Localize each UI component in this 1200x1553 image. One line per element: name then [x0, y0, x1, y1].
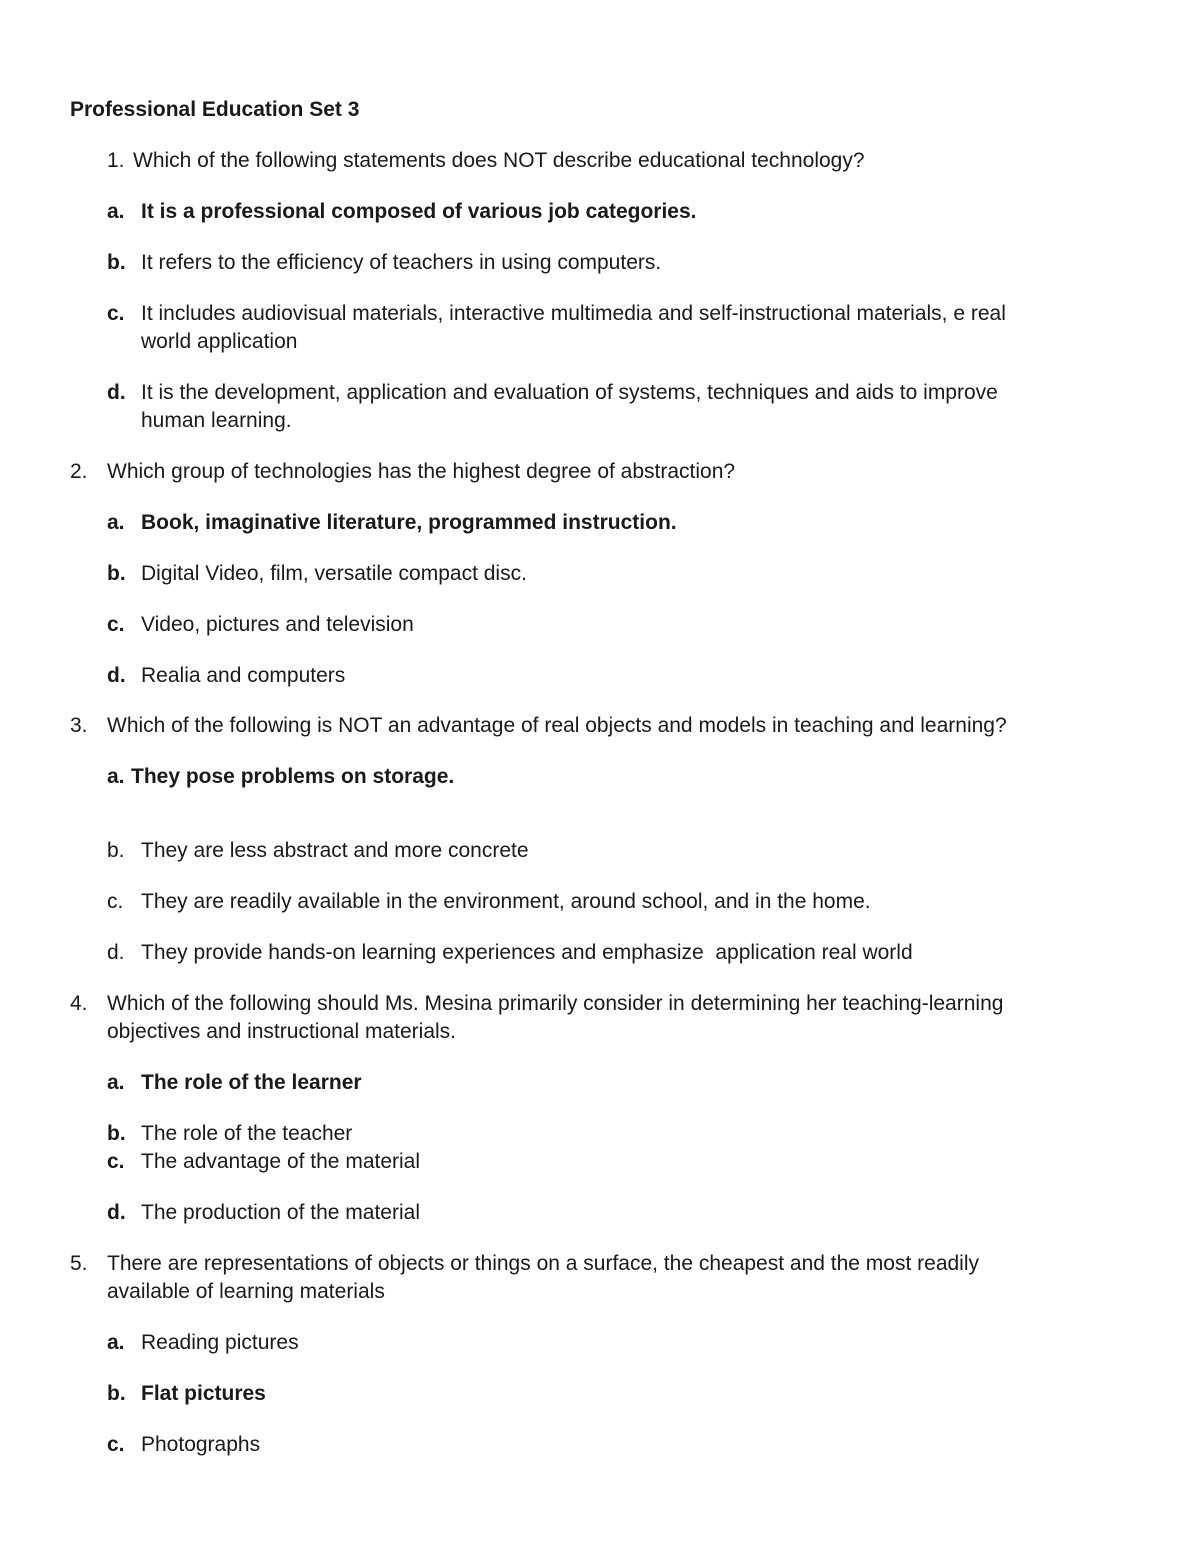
question-number: 1. — [107, 149, 125, 172]
question-number: 3. — [70, 714, 88, 737]
option-text: Digital Video, film, versatile compact disc. — [141, 562, 527, 585]
option-text: They pose problems on storage. — [131, 765, 455, 788]
question-number: 4. — [70, 992, 88, 1015]
option-letter: d. — [107, 664, 126, 687]
option-letter: c. — [107, 1150, 125, 1173]
option-letter: b. — [107, 562, 126, 585]
option-text: They are readily available in the environment, around school, and in the home. — [141, 890, 871, 913]
option-letter: d. — [107, 941, 125, 964]
option-text: It refers to the efficiency of teachers in using computers. — [141, 251, 662, 274]
option-letter: a. — [107, 511, 125, 534]
option-text: They are less abstract and more concrete — [141, 839, 529, 862]
option-text: Flat pictures — [141, 1382, 266, 1405]
option-text: It includes audiovisual materials, interactive multimedia and self-instructional materials, e real — [141, 302, 1006, 325]
option-1d-continued: human learning. — [141, 409, 292, 432]
question-stem: Which of the following should Ms. Mesina primarily consider in determining her teaching-learning — [107, 992, 1004, 1015]
question-5-continued: available of learning materials — [107, 1280, 385, 1303]
page-title: Professional Education Set 3 — [70, 98, 360, 121]
question-stem: Which of the following statements does NOT describe educational technology? — [133, 149, 865, 172]
option-text: Reading pictures — [141, 1331, 299, 1354]
option-text: Realia and computers — [141, 664, 346, 687]
option-letter: a. — [107, 1071, 125, 1094]
question-number: 5. — [70, 1252, 88, 1275]
option-text: It is the development, application and evaluation of systems, techniques and aids to improve — [141, 381, 998, 404]
option-text: The production of the material — [141, 1201, 420, 1224]
option-letter: d. — [107, 1201, 126, 1224]
option-text: Photographs — [141, 1433, 261, 1456]
question-stem: There are representations of objects or things on a surface, the cheapest and the most readily — [107, 1252, 980, 1275]
option-text: The role of the learner — [141, 1071, 362, 1094]
option-text: They provide hands-on learning experiences and emphasize application real world — [141, 941, 913, 964]
question-stem: Which of the following is NOT an advantage of real objects and models in teaching and learning? — [107, 714, 1007, 737]
option-text: Video, pictures and television — [141, 613, 414, 636]
option-text: The advantage of the material — [141, 1150, 421, 1173]
option-letter: c. — [107, 890, 124, 913]
option-letter: d. — [107, 381, 126, 404]
option-text: It is a professional composed of various job categories. — [141, 200, 697, 223]
question-number: 2. — [70, 460, 88, 483]
option-text: The role of the teacher — [141, 1122, 353, 1145]
option-letter: a. — [107, 1331, 125, 1354]
option-letter: a. — [107, 765, 125, 788]
option-letter: c. — [107, 613, 125, 636]
option-letter: a. — [107, 200, 125, 223]
question-4-continued: objectives and instructional materials. — [107, 1020, 457, 1043]
option-letter: c. — [107, 302, 125, 325]
option-letter: b. — [107, 1382, 126, 1405]
option-letter: b. — [107, 251, 126, 274]
option-1c-continued: world application — [141, 330, 298, 353]
option-letter: b. — [107, 1122, 126, 1145]
option-text: Book, imaginative literature, programmed instruction. — [141, 511, 677, 534]
option-letter: c. — [107, 1433, 125, 1456]
question-stem: Which group of technologies has the highest degree of abstraction? — [107, 460, 736, 483]
option-letter: b. — [107, 839, 125, 862]
